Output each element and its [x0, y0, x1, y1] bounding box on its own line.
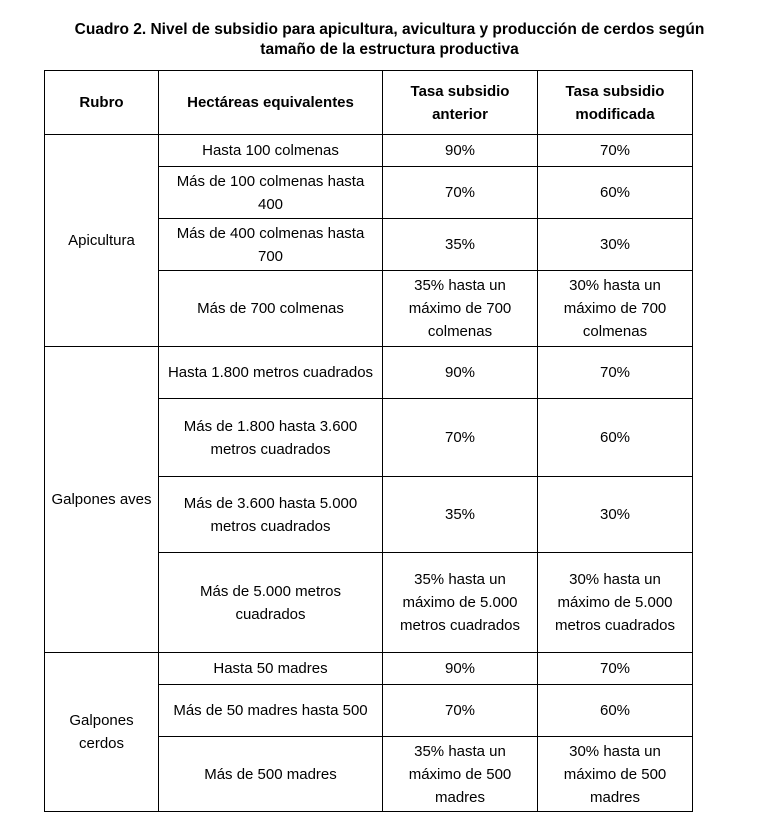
tasa-anterior-cell: 35% hasta un máximo de 700 colmenas — [383, 271, 538, 347]
header-tasa-anterior: Tasa subsidio anterior — [383, 71, 538, 135]
tasa-modificada-cell: 30% — [538, 477, 693, 553]
subsidy-table — [44, 70, 693, 812]
hectareas-cell: Más de 5.000 metros cuadrados — [159, 553, 383, 653]
tasa-anterior-cell: 70% — [383, 167, 538, 219]
header-hectareas: Hectáreas equivalentes — [159, 71, 383, 135]
rubro-cell: Galpones cerdos — [45, 653, 159, 812]
tasa-modificada-cell: 30% hasta un máximo de 5.000 metros cuadrados — [538, 553, 693, 653]
header-row — [45, 71, 693, 135]
table-row — [45, 347, 693, 399]
tasa-modificada-cell: 30% hasta un máximo de 500 madres — [538, 737, 693, 812]
table-row — [45, 135, 693, 167]
tasa-anterior-cell: 35% — [383, 219, 538, 271]
hectareas-cell: Más de 3.600 hasta 5.000 metros cuadrados — [159, 477, 383, 553]
tasa-modificada-cell: 70% — [538, 135, 693, 167]
tasa-modificada-cell: 30% hasta un máximo de 700 colmenas — [538, 271, 693, 347]
hectareas-cell: Más de 1.800 hasta 3.600 metros cuadrados — [159, 399, 383, 477]
tasa-anterior-cell: 90% — [383, 653, 538, 685]
tasa-modificada-cell: 60% — [538, 399, 693, 477]
header-tasa-modificada: Tasa subsidio modificada — [538, 71, 693, 135]
tasa-modificada-cell: 60% — [538, 685, 693, 737]
tasa-modificada-cell: 30% — [538, 219, 693, 271]
hectareas-cell: Más de 50 madres hasta 500 — [159, 685, 383, 737]
hectareas-cell: Más de 100 colmenas hasta 400 — [159, 167, 383, 219]
tasa-anterior-cell: 70% — [383, 399, 538, 477]
hectareas-cell: Hasta 1.800 metros cuadrados — [159, 347, 383, 399]
tasa-anterior-cell: 35% — [383, 477, 538, 553]
hectareas-cell: Hasta 50 madres — [159, 653, 383, 685]
tasa-anterior-cell: 35% hasta un máximo de 5.000 metros cuadrados — [383, 553, 538, 653]
tasa-modificada-cell: 70% — [538, 347, 693, 399]
hectareas-cell: Más de 400 colmenas hasta 700 — [159, 219, 383, 271]
tasa-anterior-cell: 70% — [383, 685, 538, 737]
tasa-anterior-cell: 90% — [383, 347, 538, 399]
tasa-modificada-cell: 60% — [538, 167, 693, 219]
header-rubro: Rubro — [45, 71, 159, 135]
tasa-anterior-cell: 35% hasta un máximo de 500 madres — [383, 737, 538, 812]
caption-line-2: tamaño de la estructura productiva — [260, 41, 519, 58]
rubro-cell: Galpones aves — [45, 347, 159, 653]
tasa-modificada-cell: 70% — [538, 653, 693, 685]
hectareas-cell: Más de 500 madres — [159, 737, 383, 812]
hectareas-cell: Más de 700 colmenas — [159, 271, 383, 347]
hectareas-cell: Hasta 100 colmenas — [159, 135, 383, 167]
table-caption — [0, 20, 779, 60]
tasa-anterior-cell: 90% — [383, 135, 538, 167]
table-row — [45, 653, 693, 685]
caption-line-1: Cuadro 2. Nivel de subsidio para apicultura, avicultura y producción de cerdos según — [74, 21, 705, 38]
rubro-cell: Apicultura — [45, 135, 159, 347]
